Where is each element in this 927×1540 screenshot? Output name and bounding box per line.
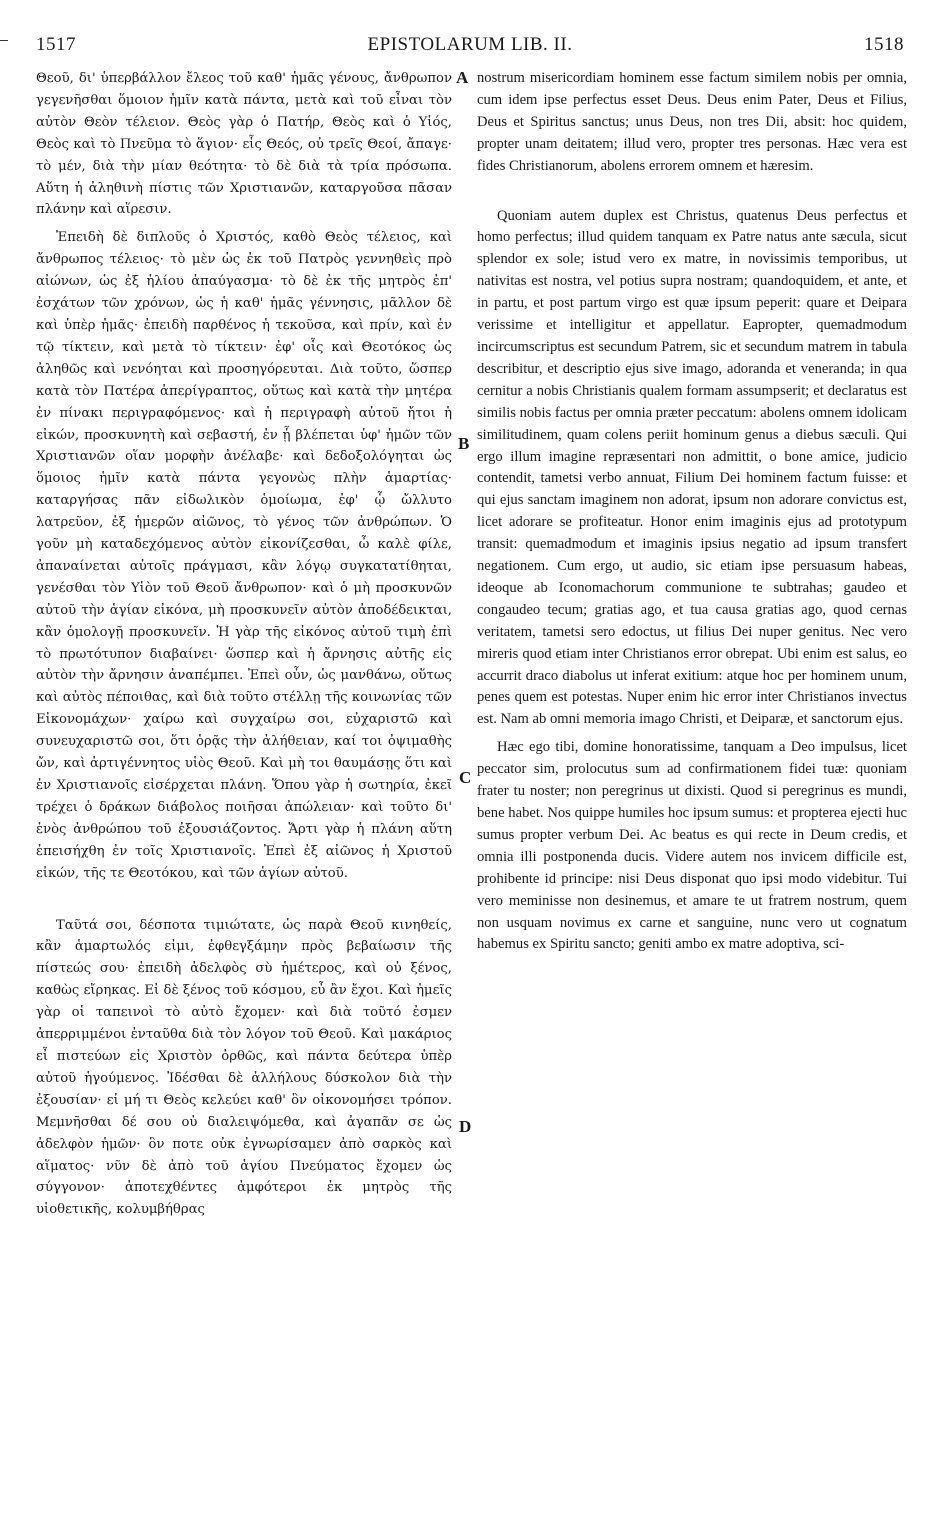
latin-paragraph: Quoniam autem duplex est Christus, quatenus Deus perfectus et homo perfectus; illud quidem tanquam ex Patre natus ante sæcula, sicut splendor ex sole; istud vero ex matre, in novissimis temporibus, ut nativitas est nostra, vel potius supra nostram; quandoquidem, et ante, et in partu, et post partum virgo est quæ ipsum peperit: quare et Deipara verissime et intelligitur et appellatur. Eapropter, quemadmodum incircumscriptus est secundum Patrem, sic et secundum matrem in tabula describitur, et descriptio ejus sive imago, adoranda et veneranda; in qua cernitur a nobis Christianis qualem formam assumpserit; et declaratus est similis nobis factus per omnia præter peccatum: abolens omnem idolicam similitudinem, quam colens periit hominum genus a diebus sæculi. Qui ergo illum imagine repræsentari non admittit, o bone amice, judicio contendit, tametsi verbo annuat, Filium Dei hominem factum fuisse: et qui ejus sanctam imaginem non adorat, ipsum non adorare convictus est, licet adorare se profiteatur. Honor enim imaginis ejus ad prototypum transit: quemadmodum et imaginis ipsius negatio ad ipsum transfert negationem. Cum ergo, ut audio, sic etiam ipse persuasum habeas, ideoque ab Iconomachorum communione te subtrahas; gaudeo et congaudeo tecum; gratias ago, et tua causa gratias ago, quod cernas veritatem, tametsi sero edoctus, ut filius Dei nuper genitus. Nec vero mireris quod etiam inter Christianos error obrepat. Ubi enim est salus, eo accurrit draco diabolus ut inferat exitium: atque hoc per hominem unum, penes quem est potestas. Nuper enim hic error inter Christianos invectus est. Nam ab omni memoria imago Christi, et Deiparæ, et sanctorum ejus.: [477, 207, 908, 728]
latin-paragraph: Hæc ego tibi, domine honoratissime, tanquam a Deo impulsus, licet peccator sim, prolocutus sum ad confirmationem fidei tuæ: quoniam frater tu noster; non peregrinus ut dixisti. Quod si peregrinus es mundi, bene habet. Nos quippe humiles hoc ipsum sumus: et propterea ejecti huc sumus propter verbum Dei. Ac beatus es qui recte in Deum credis, et omnia illi postponenda ducis. Videre autem nos invicem difficile est, prohibente id principe: nisi Deus disponat quo ipsi modo videbitur. Tui vero meminisse non desinemus, et amare te ut fratrem nostrum, quem non usquam novimus ex carne et sanguine, nunc vero ut cognatum habemus ex Spiritu sancto; geniti ambo ex matre adoptiva, sci-: [477, 739, 907, 953]
greek-text-column: [36, 68, 452, 1221]
latin-paragraph: nostrum misericordiam hominem esse factum similem nobis per omnia, cum idem ipse perfectus esset Deus. Deus enim Pater, Deus et Filius, Deus et Spiritus sanctus; unus Deus, non tres Dii, absit: hoc quidem, propter unam deitatem; illud vero, propter tres personas. Hæc vera est fides Christianorum, abolens errorem omnem et hæresim.: [477, 70, 907, 174]
running-header: [36, 34, 904, 60]
latin-text-column: [477, 68, 907, 956]
edge-mark: [0, 40, 8, 41]
left-page-number: 1517: [36, 34, 76, 55]
greek-paragraph: Θεοῦ, δι' ὑπερβάλλον ἔλεος τοῦ καθ' ἡμᾶς γένους, ἄνθρωπον γεγενῆσθαι ὅμοιον ἡμῖν κατὰ πάντα, μετὰ καὶ τοῦ εἶναι τὸν αὐτὸν Θεὸν τέλειον. Θεὸς γὰρ ὁ Πατήρ, Θεὸς καὶ ὁ Υἱός, Θεὸς καὶ τὸ Πνεῦμα τὸ ἅγιον· εἷς Θεός, οὐ τρεῖς Θεοί, ἄπαγε· τὸ μέν, διὰ τὴν μίαν θεότητα· τὸ δὲ διὰ τὰ τρία πρόσωπα. Αὕτη ἡ ἀληθινὴ πίστις τῶν Χριστιανῶν, καταργοῦσα πᾶσαν πλάνην καὶ αἵρεσιν.: [36, 71, 452, 218]
running-title: EPISTOLARUM LIB. II.: [367, 34, 573, 55]
greek-paragraph: Ἐπειδὴ δὲ διπλοῦς ὁ Χριστός, καθὸ Θεὸς τέλειος, καὶ ἄνθρωπος τέλειος· τὸ μὲν ὡς ἐκ τοῦ Πατρὸς γεννηθεὶς πρὸ αἰώνων, ὡς ἐξ ἡλίου ἀπαύγασμα· τὸ δὲ ἐκ τῆς μητρὸς ἐπ' ἐσχάτων τῶν χρόνων, ὡς ἡ καθ' ἡμᾶς γέννησις, μᾶλλον δὲ καὶ ὑπὲρ ἡμᾶς· ἐπειδὴ παρθένος ἡ τεκοῦσα, καὶ πρίν, καὶ ἐν τῷ τίκτειν, καὶ μετὰ τὸ τίκτειν· ἐφ' οἷς καὶ Θεοτόκος ὡς ἀληθῶς καὶ νενόηται καὶ προσηγόρευται. Διὰ τοῦτο, ὥσπερ κατὰ τὸν Πατέρα ἀπερίγραπτος, οὕτως καὶ κατὰ τὴν μητέρα ἐν πίνακι περιγραφόμενος· καὶ ἡ περιγραφὴ αὐτοῦ ἤτοι ἡ εἰκών, προσκυνητὴ καὶ σεβαστή, ἐν ᾗ βλέπεται ὑφ' ἡμῶν τῶν Χριστιανῶν οἵαν μορφὴν ἀνέλαβε· καὶ δεδοξολόγηται ὡς ὅμοιος ἡμῖν κατὰ πάντα γεγονὼς πλὴν ἁμαρτίας· καταργήσας πᾶν εἰδωλικὸν ὁμοίωμα, ἐφ' ᾧ ὤλλυτο λατρεῦον, ἐξ ἡμερῶν αἰῶνος, τὸ γένος τῶν ἀνθρώπων. Ὁ γοῦν μὴ καταδεχόμενος αὐτὸν εἰκονίζεσθαι, ὦ καλὲ φίλε, ἀπαναίνεται αὐτοῖς πράγμασι, κἂν λόγῳ συγκατατίθηται, γενέσθαι τὸν Υἱὸν τοῦ Θεοῦ ἄνθρωπον· καὶ ὁ μὴ προσκυνῶν αὐτοῦ τὴν ἁγίαν εἰκόνα, μὴ προσκυνεῖν αὐτὸν ἀποδέδεικται, κἂν ὁμολογῇ προσκυνεῖν. Ἡ γὰρ τῆς εἰκόνος αὐτοῦ τιμὴ ἐπὶ τὸ πρωτότυπον διαβαίνει· ὥσπερ καὶ ἡ ἄρνησις αὐτῆς εἰς αὐτὸν τὴν ἄρνησιν ἀναπέμπει. Ἐπεὶ οὖν, ὡς μανθάνω, οὕτως καὶ αὐτὸς πέποιθας, καὶ διὰ τοῦτο στέλλῃ τῆς κοινωνίας τῶν Εἰκονομάχων· χαίρω καὶ συγχαίρω σοι, εὐχαριστῶ καὶ συνευχαριστῶ σοι, ὅτι ὁρᾷς τὴν ἀλήθειαν, καί τοι ὀψιμαθὴς ὤν, καὶ ἀρτιγέννητος υἱὸς Θεοῦ. Καὶ μὴ τοι θαυμάσῃς ὅτι καὶ ἐν Χριστιανοῖς εἰσέρχεται πλάνη. Ὅπου γὰρ ἡ σωτηρία, ἐκεῖ τρέχει ὁ δράκων διάβολος ποιῆσαι ἀπώλειαν· καὶ τοῦτο δι' ἑνὸς ἀνθρώπου τοῦ ἐξουσιάζοντος. Ἄρτι γὰρ ἡ πλάνη αὕτη ἐπεισήχθη ἐν τοῖς Χριστιανοῖς. Ἐπεὶ ἐξ αἰῶνος ἡ Χριστοῦ εἰκών, τῆς τε Θεοτόκου, καὶ τῶν ἁγίων αὐτοῦ.: [36, 230, 452, 881]
right-page-number: 1518: [864, 34, 904, 55]
margin-letter-d: D: [459, 1117, 472, 1136]
margin-letter-c: C: [459, 768, 472, 787]
margin-letter-a: A: [456, 68, 469, 87]
greek-paragraph: Ταῦτά σοι, δέσποτα τιμιώτατε, ὡς παρὰ Θεοῦ κινηθείς, κἂν ἁμαρτωλός εἰμι, ἐφθεγξάμην πρὸς βεβαίωσιν τῆς πίστεώς σου· ἐπειδὴ ἀδελφὸς σὺ ἡμέτερος, καὶ οὐ ξένος, καθὼς εἴρηκας. Εἰ δὲ ξένος τοῦ κόσμου, εὖ ἂν ἔχοι. Καὶ ἡμεῖς γὰρ οἱ ταπεινοὶ τὸ αὐτὸ ἔχομεν· καὶ διὰ τοῦτό ἐσμεν ἀπερριμμένοι ἐνταῦθα διὰ τὸν λόγον τοῦ Θεοῦ. Καὶ μακάριος εἶ πιστεύων εἰς Χριστὸν ὀρθῶς, καὶ πάντα δεύτερα ὑπὲρ αὐτοῦ ἡγούμενος. Ἰδέσθαι δὲ ἀλλήλους δύσκολον διὰ τὴν ἐξουσίαν· εἰ μή τι Θεὸς κελεύει καθ' ὃν οἰκονομήσει τρόπον. Μεμνῆσθαι δέ σου οὐ διαλειψόμεθα, καὶ ἀγαπᾶν σε ὡς ἀδελφὸν ἡμῶν· ὃν ποτε οὐκ ἐγνωρίσαμεν ἀπὸ σαρκὸς καὶ αἵματος· νῦν δὲ ἀπὸ τοῦ ἁγίου Πνεύματος ἔχομεν ὡς σύγγονον· ἀποτεχθέντες ἀμφότεροι ἐκ μητρὸς τῆς υἱοθετικῆς, κολυμβήθρας: [36, 917, 452, 1218]
margin-letter-b: B: [458, 434, 470, 453]
